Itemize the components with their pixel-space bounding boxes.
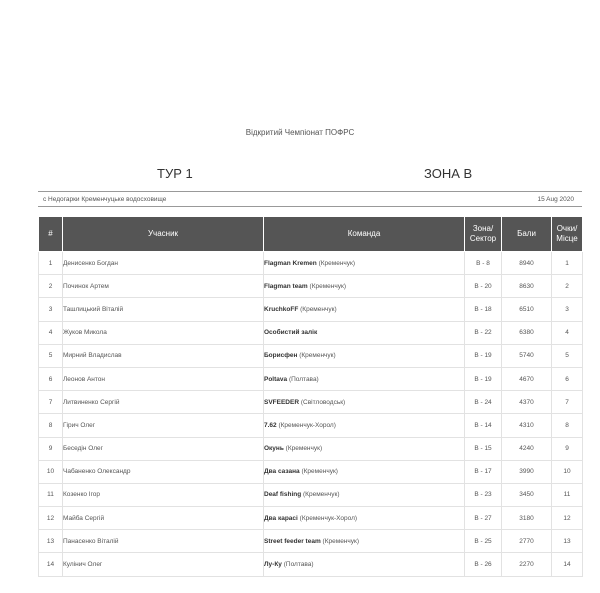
column-header-place: [552, 217, 583, 252]
cell-place: 12: [552, 507, 583, 530]
team-city: (Світловодськ): [300, 398, 346, 406]
cell-sector: B - 26: [465, 553, 502, 576]
table-row: [39, 507, 583, 530]
cell-sector: B - 22: [465, 321, 502, 344]
cell-points: 6510: [502, 298, 552, 321]
results-table-body: [39, 252, 583, 577]
cell-participant: Леонов Антон: [63, 367, 264, 390]
team-name: KruchkoFF: [264, 305, 299, 313]
table-row: [39, 483, 583, 506]
cell-team: [264, 507, 465, 530]
cell-team: [264, 483, 465, 506]
team-city: (Кременчук): [285, 445, 323, 453]
team-name: Лу-Ку: [264, 561, 282, 569]
cell-sector: B - 17: [465, 460, 502, 483]
cell-points: 2270: [502, 553, 552, 576]
cell-num: 14: [39, 553, 63, 576]
cell-participant: Жуков Микола: [63, 321, 264, 344]
cell-place: 11: [552, 483, 583, 506]
cell-points: 3990: [502, 460, 552, 483]
table-row: [39, 321, 583, 344]
cell-num: 3: [39, 298, 63, 321]
cell-place: 7: [552, 391, 583, 414]
team-name: Особистий залік: [264, 329, 318, 337]
team-city: (Кременчук-Хорол): [278, 421, 336, 429]
team-city: (Кременчук): [301, 468, 338, 476]
table-row: [39, 391, 583, 414]
table-row: [39, 298, 583, 321]
cell-num: 9: [39, 437, 63, 460]
cell-participant: Литвиненко Сергій: [63, 391, 264, 414]
cell-num: 4: [39, 321, 63, 344]
cell-points: 4310: [502, 414, 552, 437]
team-name: 7.62: [264, 421, 277, 429]
cell-num: 2: [39, 275, 63, 298]
cell-sector: B - 14: [465, 414, 502, 437]
cell-team: [264, 275, 465, 298]
table-row: [39, 344, 583, 367]
cell-team: [264, 344, 465, 367]
cell-team: [264, 553, 465, 576]
column-header-place-line1: Очки/: [556, 224, 578, 233]
cell-points: 4240: [502, 437, 552, 460]
cell-sector: B - 23: [465, 483, 502, 506]
cell-sector: B - 25: [465, 530, 502, 553]
table-row: [39, 367, 583, 390]
cell-participant: Майба Сергій: [63, 507, 264, 530]
cell-sector: B - 15: [465, 437, 502, 460]
cell-participant: Мирний Владислав: [63, 344, 264, 367]
cell-place: 6: [552, 367, 583, 390]
zone-label: ЗОНА B: [424, 166, 473, 181]
team-city: (Кременчук): [322, 537, 360, 545]
cell-points: 4370: [502, 391, 552, 414]
team-name: Flagman team: [264, 282, 308, 290]
table-row: [39, 252, 583, 275]
cell-place: 4: [552, 321, 583, 344]
table-row: [39, 530, 583, 553]
cell-participant: Панасенко Віталій: [63, 530, 264, 553]
cell-place: 3: [552, 298, 583, 321]
column-header-sector-line2: Сектор: [469, 234, 497, 243]
cell-points: 4670: [502, 367, 552, 390]
cell-points: 5740: [502, 344, 552, 367]
cell-place: 9: [552, 437, 583, 460]
tour-label: ТУР 1: [157, 166, 193, 181]
cell-team: [264, 460, 465, 483]
cell-place: 2: [552, 275, 583, 298]
team-name: Deaf fishing: [264, 491, 302, 499]
cell-num: 8: [39, 414, 63, 437]
cell-points: 8940: [502, 252, 552, 275]
column-header-team: Команда: [264, 217, 465, 252]
cell-num: 5: [39, 344, 63, 367]
cell-place: 1: [552, 252, 583, 275]
cell-sector: B - 18: [465, 298, 502, 321]
cell-participant: Кулінич Олег: [63, 553, 264, 576]
cell-team: [264, 321, 465, 344]
team-name: Street feeder team: [264, 537, 321, 545]
column-header-points: Бали: [502, 217, 552, 252]
column-header-participant: Учасник: [63, 217, 264, 252]
cell-team: [264, 298, 465, 321]
team-name: Борисфен: [264, 352, 298, 360]
championship-title: Відкритий Чемпіонат ПОФРС: [245, 128, 355, 137]
cell-participant: Беседін Олег: [63, 437, 264, 460]
cell-sector: B - 24: [465, 391, 502, 414]
cell-sector: B - 19: [465, 367, 502, 390]
team-name: Окунь: [264, 445, 284, 453]
cell-participant: Денисенко Богдан: [63, 252, 264, 275]
cell-num: 13: [39, 530, 63, 553]
team-city: (Полтава): [288, 375, 319, 383]
cell-place: 8: [552, 414, 583, 437]
team-city: (Кременчук): [318, 259, 356, 267]
cell-points: 6380: [502, 321, 552, 344]
cell-team: [264, 252, 465, 275]
cell-place: 10: [552, 460, 583, 483]
cell-num: 12: [39, 507, 63, 530]
cell-num: 10: [39, 460, 63, 483]
cell-team: [264, 414, 465, 437]
cell-num: 11: [39, 483, 63, 506]
team-name: Два карасі: [264, 514, 298, 522]
cell-place: 14: [552, 553, 583, 576]
cell-sector: B - 8: [465, 252, 502, 275]
table-row: [39, 460, 583, 483]
results-table: [38, 216, 583, 577]
column-header-num: #: [39, 217, 63, 252]
cell-participant: Гірич Олег: [63, 414, 264, 437]
column-header-place-line2: Місце: [556, 234, 578, 243]
cell-place: 5: [552, 344, 583, 367]
cell-participant: Починок Артем: [63, 275, 264, 298]
team-city: (Кременчук): [309, 282, 347, 290]
cell-participant: Ташлицький Віталій: [63, 298, 264, 321]
cell-team: [264, 367, 465, 390]
column-header-sector-line1: Зона/: [472, 224, 494, 233]
table-row: [39, 275, 583, 298]
cell-team: [264, 530, 465, 553]
team-name: Poltava: [264, 375, 288, 383]
team-city: (Полтава): [283, 561, 314, 569]
cell-sector: B - 20: [465, 275, 502, 298]
cell-points: 3450: [502, 483, 552, 506]
event-info-bar: [38, 191, 582, 207]
cell-team: [264, 437, 465, 460]
event-date: 15 Aug 2020: [537, 195, 574, 203]
table-row: [39, 437, 583, 460]
cell-sector: B - 27: [465, 507, 502, 530]
column-header-sector: [465, 217, 502, 252]
table-header-row: [39, 217, 583, 252]
cell-team: [264, 391, 465, 414]
cell-place: 13: [552, 530, 583, 553]
table-row: [39, 414, 583, 437]
table-row: [39, 553, 583, 576]
cell-participant: Чабаненко Олександр: [63, 460, 264, 483]
team-city: (Кременчук): [299, 352, 336, 360]
team-name: Flagman Kremen: [264, 259, 317, 267]
team-city: (Кременчук-Хорол): [299, 514, 358, 522]
cell-sector: B - 19: [465, 344, 502, 367]
cell-points: 8630: [502, 275, 552, 298]
cell-participant: Козенко Ігор: [63, 483, 264, 506]
team-name: Два сазана: [264, 468, 300, 476]
event-location: с Недогарки Кременчуцьке водосховище: [43, 195, 167, 203]
team-city: (Кременчук): [303, 491, 340, 499]
team-name: SVFEEDER: [264, 398, 300, 406]
cell-num: 6: [39, 367, 63, 390]
cell-points: 3180: [502, 507, 552, 530]
cell-points: 2770: [502, 530, 552, 553]
cell-num: 1: [39, 252, 63, 275]
team-city: (Кременчук): [300, 305, 337, 313]
cell-num: 7: [39, 391, 63, 414]
